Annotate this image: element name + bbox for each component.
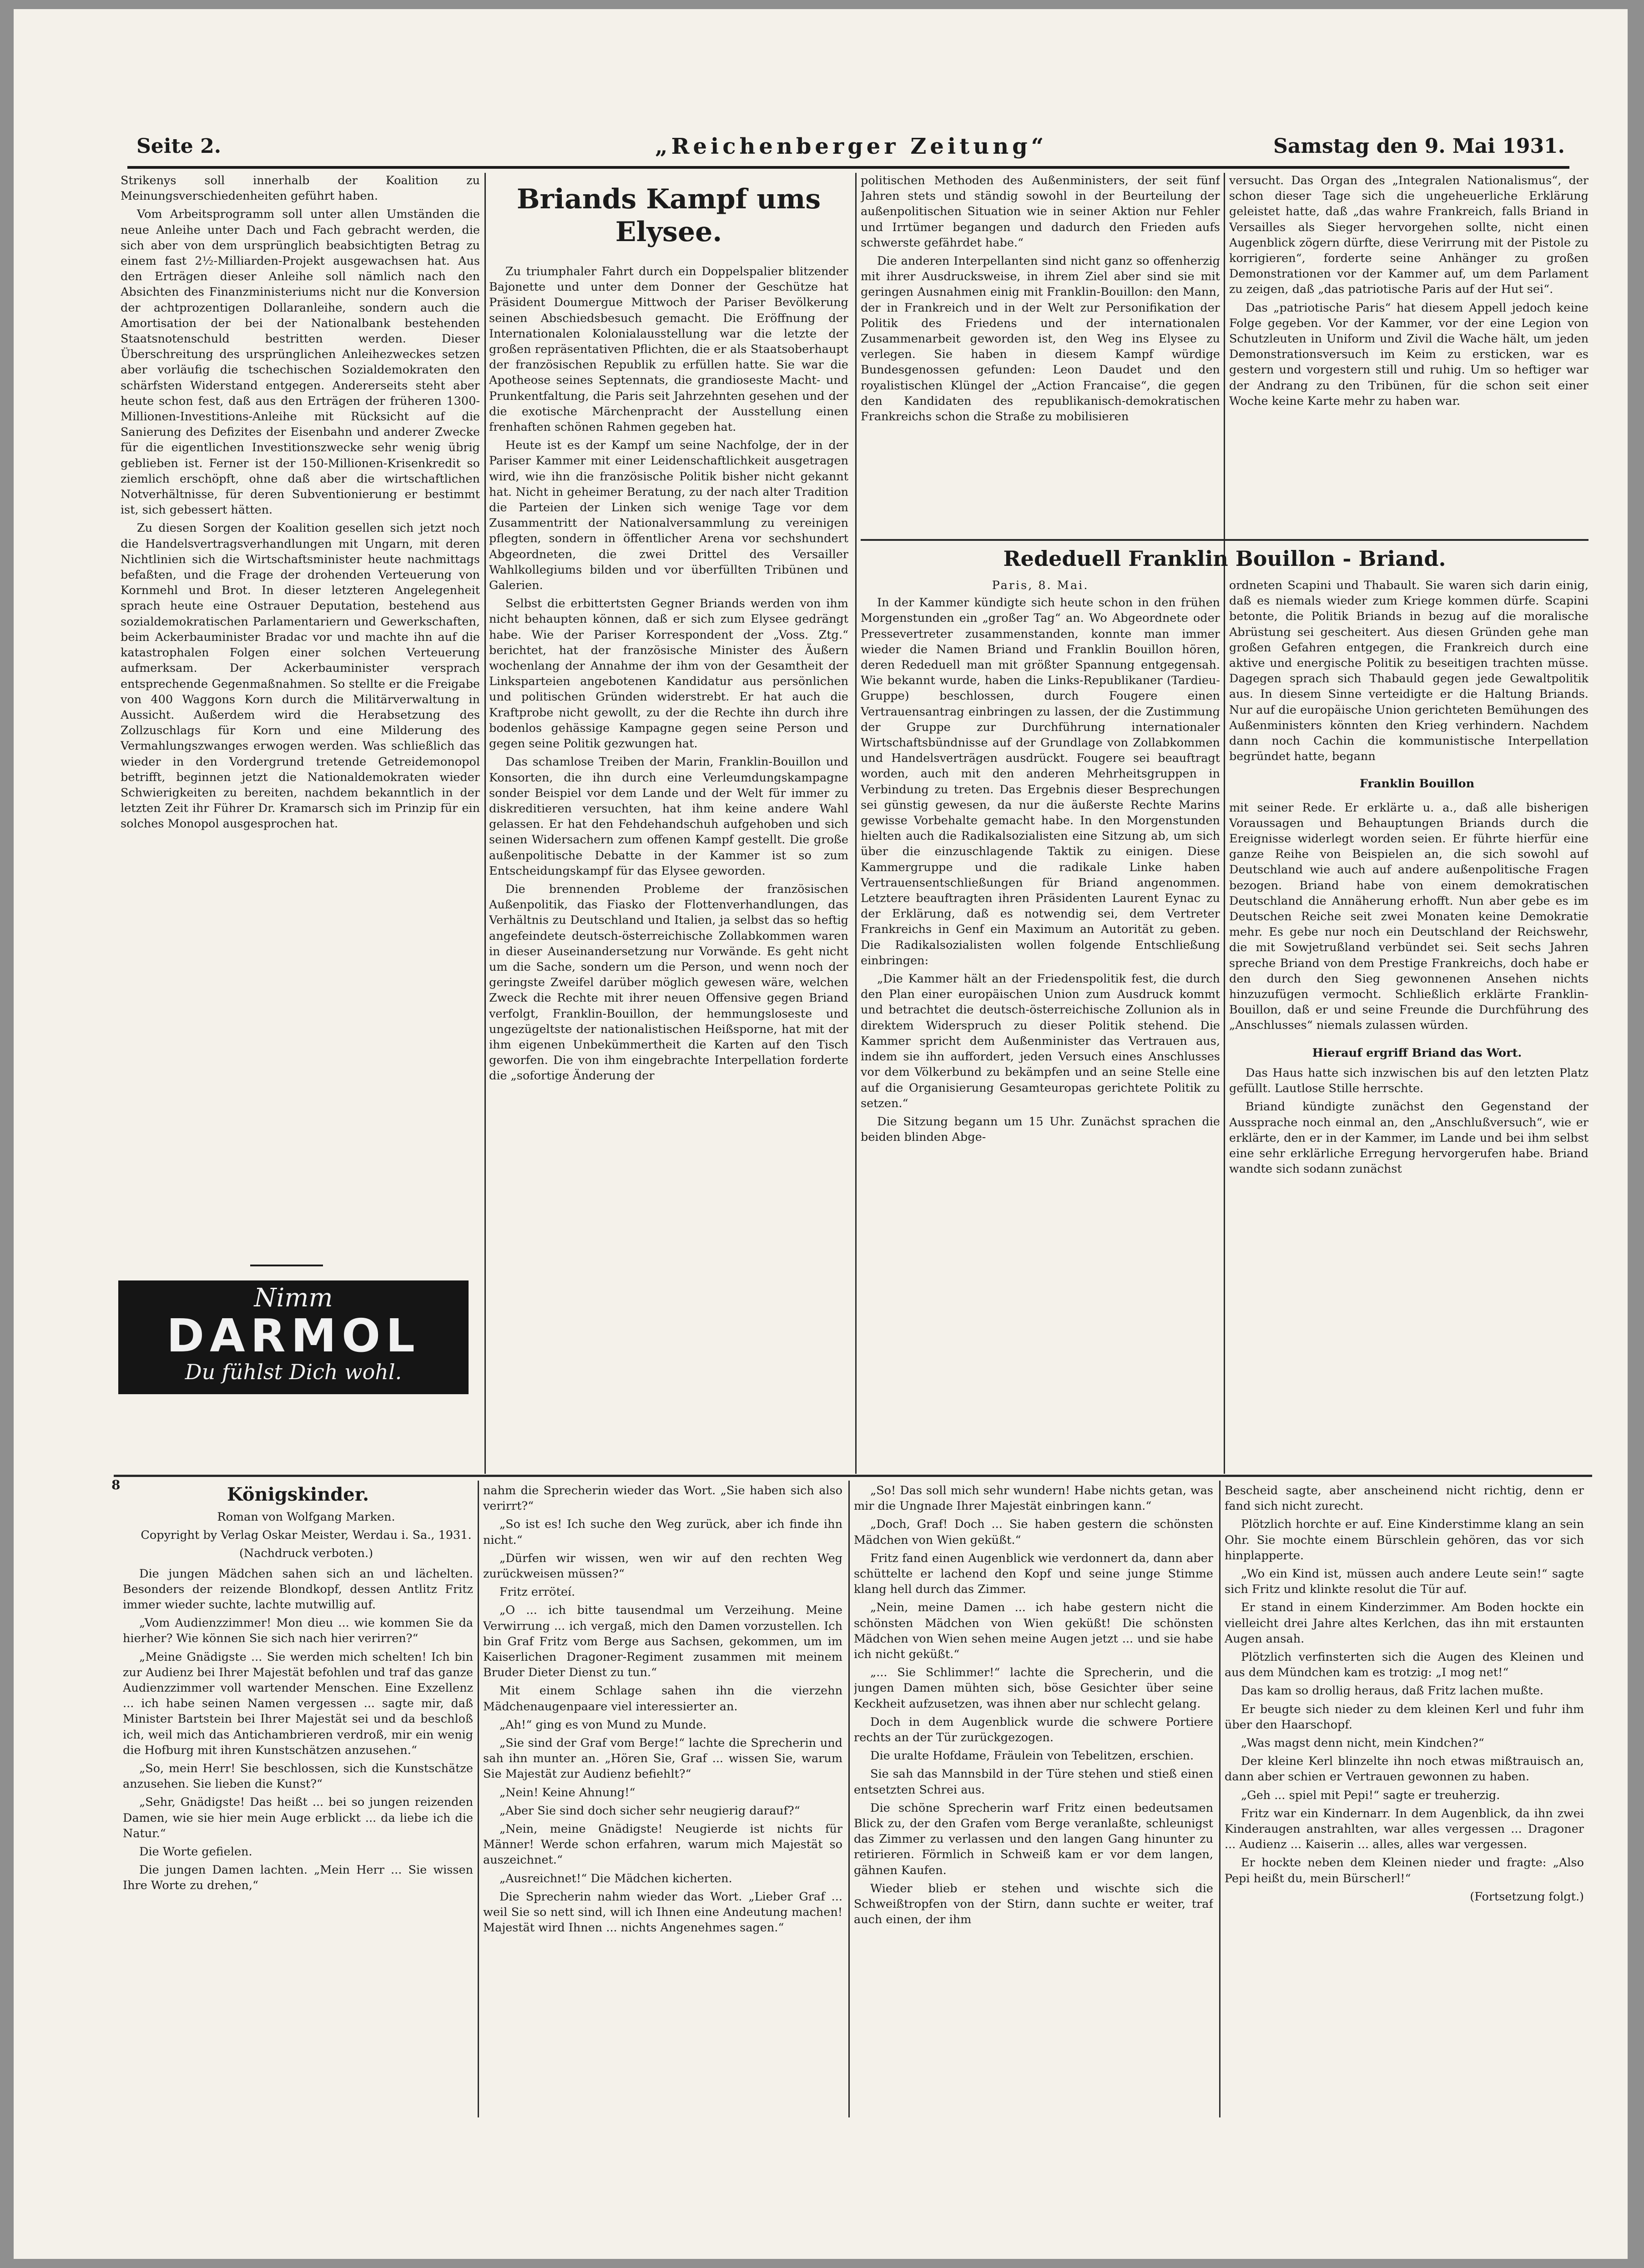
- article-paragraph: Vom Arbeitsprogramm soll unter allen Umständen die neue Anleihe unter Dach und Fach gebracht werden, die sich aber von dem ursprünglich beabsichtigten Betrag zu einem fast 2½-Milliarden-Projekt ausgewachsen hat. Aus den Erträgen dieser Anleihe soll nämlich nach den Absichten des Finanzministeriums nicht nur die Konversion der achtprozentigen Dollaranleihe, sondern auch die Amortisation der bei der Nationalbank bestehenden Staatsnotenschuld bestritten werden. Dieser Überschreitung des ursprünglichen Anleihezweckes setzen aber vorläufig die tschechischen Sozialdemokraten den schärfsten Widerstand entgegen. Andererseits steht aber heute schon fest, daß aus den Erträgen der früheren 1300-Millionen-Investitions-Anleihe mit Rücksicht auf die Sanierung des Defizites der Eisenbahn und anderer Zwecke für die eigentlichen Investitionszwecke sehr wenig übrig geblieben ist. Ferner ist der 150-Millionen-Krisenkredit so ziemlich erschöpft, ohne daß aber die wirtschaftlichen Notverhältnisse, für deren Subventionierung er bestimmt ist, sich gebessert hätten.: [121, 207, 480, 517]
- reprint-note: (Nachdruck verboten.): [239, 1547, 373, 1561]
- page-number: Seite 2.: [136, 135, 222, 158]
- dateline: Paris, 8. Mai.: [992, 579, 1089, 592]
- article-paragraph: ordneten Scapini und Thabault. Sie waren sich darin einig, daß es niemals wieder zum Kriege kommen dürfe. Scapini betonte, die Politik Briands in bezug auf die moralische Abrüstung sei gescheitert. Aus diesen Gründen gehe man großen Gefahren entgegen, die Frankreich durch eine aktive und energische Politik zu beseitigen trachten müsse. Dagegen sprach sich Thabauld gegen jede Gewaltpolitik aus. In diesem Sinne verteidigte er die Haltung Briands. Nur auf die europäische Union gerichteten Bemühungen des Außenministers könnten den Krieg verhindern. Nachdem dann noch Cachin die kommunistische Interpellation begründet hatte, begann: [1229, 579, 1589, 764]
- novel-paragraph: „Was magst denn nicht, mein Kindchen?“: [1241, 1736, 1484, 1750]
- column-politics: [121, 173, 480, 1265]
- novel-paragraph: Er beugte sich nieder zu dem kleinen Kerl und fuhr ihm über den Haarschopf.: [1225, 1702, 1584, 1732]
- subheading: Franklin Bouillon: [1359, 777, 1475, 791]
- novel-paragraph: „Sehr, Gnädigste! Das heißt ... bei so jungen reizenden Damen, wie sie hier mein Auge erblickt ... da liebe ich die Natur.“: [123, 1795, 473, 1840]
- section-rule: [861, 539, 1589, 541]
- article-paragraph: Das „patriotische Paris“ hat diesem Appell jedoch keine Folge gegeben. Vor der Kammer, vor der eine Legion von Schutzleuten in Uniform und Zivil die Wache hält, um jeden Demonstrationsversuch im Keim zu ersticken, war es gestern und vorgestern still und ruhig. Um so heftiger war der Andrang zu den Tribünen, für die schon seit einer Woche keine Karte mehr zu haben war.: [1229, 301, 1589, 408]
- column-briand-continued: [861, 173, 1220, 532]
- column-divider: [1224, 173, 1225, 1474]
- ad-slogan-bottom: Du fühlst Dich wohl.: [185, 1360, 402, 1384]
- novel-paragraph: „So, mein Herr! Sie beschlossen, sich die Kunstschätze anzusehen. Sie lieben die Kunst?“: [123, 1762, 473, 1791]
- novel-paragraph: nahm die Sprecherin wieder das Wort. „Sie haben sich also verirrt?“: [483, 1484, 842, 1513]
- novel-paragraph: „Doch, Graf! Doch ... Sie haben gestern die schönsten Mädchen von Wien geküßt.“: [854, 1517, 1213, 1547]
- copyright-notice: Copyright by Verlag Oskar Meister, Werdau i. Sa., 1931.: [141, 1528, 472, 1542]
- novel-paragraph: Die uralte Hofdame, Fräulein von Tebelitzen, erschien.: [870, 1749, 1194, 1763]
- novel-paragraph: „Geh ... spiel mit Pepi!“ sagte er treuherzig.: [1241, 1788, 1500, 1802]
- novel-paragraph: „Ausreichnet!“ Die Mädchen kicherten.: [499, 1871, 732, 1885]
- novel-paragraph: „So! Das soll mich sehr wundern! Habe nichts getan, was mir die Ungnade Ihrer Majestät einbringen kann.“: [854, 1484, 1213, 1513]
- column-divider: [1219, 1481, 1220, 2117]
- continuation-note: (Fortsetzung folgt.): [1470, 1890, 1584, 1904]
- feuilleton-rule: [114, 1475, 1592, 1477]
- article-paragraph: Das Haus hatte sich inzwischen bis auf den letzten Platz gefüllt. Lautlose Stille herrschte.: [1229, 1066, 1589, 1096]
- feuilleton-column-2: [483, 1483, 842, 2111]
- novel-paragraph: Die schöne Sprecherin warf Fritz einen bedeutsamen Blick zu, der den Grafen vom Berge veranlaßte, schleunigst das Zimmer zu verlassen und den langen Gang hinunter zu retirieren. Förmlich in Schweiß kam er vor dem langen, gähnen Kaufen.: [854, 1801, 1213, 1877]
- article-paragraph: „Die Kammer hält an der Friedenspolitik fest, die durch den Plan einer europäischen Union zum Ausdruck kommt und betrachtet die deutsch-österreichische Zollunion als in direktem Widerspruch zu dieser Politik stehend. Die Kammer spricht dem Außenminister das Vertrauen aus, indem sie ihn auffordert, jeden Versuch eines Anschlusses vor dem Völkerbund zu bekämpfen und an seine Stelle eine auf die Organisierung Gesamteuropas gerichtete Politik zu setzen.“: [861, 972, 1220, 1110]
- novel-paragraph: „Vom Audienzzimmer! Mon dieu ... wie kommen Sie da hierher? Wie können Sie sich nach hier verirren?“: [123, 1616, 473, 1646]
- novel-paragraph: Fritz fand einen Augenblick wie verdonnert da, dann aber schüttelte er lachend den Kopf und seine junge Stimme klang hell durch das Zimmer.: [854, 1551, 1213, 1597]
- subheading: Hierauf ergriff Briand das Wort.: [1312, 1046, 1522, 1060]
- novel-paragraph: „Nein, meine Gnädigste! Neugierde ist nichts für Männer! Werde schon erfahren, warum mich Majestät so auszeichnet.“: [483, 1822, 842, 1867]
- issue-date: Samstag den 9. Mai 1931.: [1273, 135, 1565, 158]
- column-briand-article: [489, 173, 848, 1474]
- novel-paragraph: „O ... ich bitte tausendmal um Verzeihung. Meine Verwirrung ... ich vergaß, mich den Damen vorzustellen. Ich bin Graf Fritz vom Berge aus Sachsen, gekommen, um im Kaiserlichen Dragoner-Regiment zusammen mit meinem Bruder Dieter Dienst zu tun.“: [483, 1603, 842, 1680]
- novel-paragraph: „Sie sind der Graf vom Berge!“ lachte die Sprecherin und sah ihn munter an. „Hören Sie, Graf ... wissen Sie, warum Sie Majestät zur Audienz befiehlt?“: [483, 1736, 842, 1781]
- novel-paragraph: Fritz war ein Kindernarr. In dem Augenblick, da ihn zwei Kinderaugen anstrahlten, war alles vergessen ... Dragoner ... Audienz ... Kaiserin ... alles, alles war vergessen.: [1225, 1806, 1584, 1852]
- article-paragraph: versucht. Das Organ des „Integralen Nationalismus“, der schon dieser Tage sich die ungeheuerliche Erklärung geleistet hatte, daß „das wahre Frankreich, falls Briand in Versailles als Sieger hervorgehen sollte, nicht einen Augenblick zögern dürfte, diese Verirrung mit der Pistole zu korrigieren“, forderte seine Anhänger zu großen Demonstrationen vor der Kammer auf, um dem Parlament zu zeigen, daß „das patriotische Paris auf der Hut sei“.: [1229, 174, 1589, 297]
- article-paragraph: Briand kündigte zunächst den Gegenstand der Aussprache noch einmal an, den „Anschlußversuch“, wie er erklärte, den er in der Kammer, im Lande und bei ihm selbst eine sehr erklärliche Erregung hervorgerufen habe. Briand wandte sich sodann zunächst: [1229, 1100, 1589, 1176]
- novel-paragraph: Bescheid sagte, aber anscheinend nicht richtig, denn er fand sich nicht zurecht.: [1225, 1484, 1584, 1513]
- novel-paragraph: „Wo ein Kind ist, müssen auch andere Leute sein!“ sagte sich Fritz und klinkte resolut die Tür auf.: [1225, 1567, 1584, 1597]
- page-header: [136, 131, 1565, 167]
- article-paragraph: Heute ist es der Kampf um seine Nachfolge, der in der Pariser Kammer mit einer Leidenschaftlichkeit ausgetragen wird, wie ihn die französische Politik bisher nicht gekannt hat. Nicht in geheimer Beratung, zu der nach alter Tradition die Parteien der Linken sich wenige Tage vor dem Zusammentritt der Nationalversammlung zu vereinigen pflegten, sondern in öffentlicher Arena vor sechshundert Abgeordneten, die zwei Drittel des Versailler Wahlkollegiums bilden und vor überfüllten Tribünen und Galerien.: [489, 438, 848, 593]
- novel-paragraph: Doch in dem Augenblick wurde die schwere Portiere rechts an der Tür zurückgezogen.: [854, 1715, 1213, 1745]
- column-divider: [478, 1481, 479, 2117]
- article-paragraph: Strikenys soll innerhalb der Koalition zu Meinungsverschiedenheiten geführt haben.: [121, 174, 480, 203]
- ad-slogan-top: Nimm: [254, 1283, 333, 1313]
- novel-paragraph: Mit einem Schlage sahen ihn die vierzehn Mädchenaugenpaare viel interessierter an.: [483, 1684, 842, 1714]
- feuilleton-column-4: [1225, 1483, 1584, 2111]
- novel-paragraph: Die jungen Damen lachten. „Mein Herr ... Sie wissen Ihre Worte zu drehen,“: [123, 1863, 473, 1893]
- novel-paragraph: Der kleine Kerl blinzelte ihn noch etwas mißtrauisch an, dann aber schien er Vertrauen gewonnen zu haben.: [1225, 1754, 1584, 1784]
- novel-paragraph: „Ah!“ ging es von Mund zu Munde.: [499, 1718, 707, 1732]
- novel-paragraph: „Meine Gnädigste ... Sie werden mich schelten! Ich bin zur Audienz bei Ihrer Majestät befohlen und traf das ganze Audienzzimmer voll wartender Menschen. Eine Exzellenz ... ich habe seinen Namen vergessen ... sagte mir, daß Minister Bartstein bei Ihrer Majestät sei und da beschloß ich, weil mich das Antichambrieren verdroß, mir ein wenig die Hofburg mit ihren Kunstschätzen anzusehen.“: [123, 1650, 473, 1757]
- column-divider: [848, 1481, 850, 2117]
- darmol-advertisement: [118, 1280, 469, 1394]
- feuilleton-column-3: [854, 1483, 1213, 2111]
- article-paragraph: Zu diesen Sorgen der Koalition gesellen sich jetzt noch die Handelsvertragsverhandlungen mit Ungarn, mit deren Nichtlinien sich die Wirtschaftsminister heute nachmittags befaßten, und die Frage der drohenden Verteuerung von Kornmehl und Brot. In dieser letzteren Angelegenheit sprach heute eine Ostrauer Deputation, bestehend aus sozialdemokratischen Parlamentariern und Gewerkschaften, beim Ackerbauminister Bradac vor und machte ihn auf die katastrophalen Folgen einer solchen Verteuerung aufmerksam. Der Ackerbauminister versprach entsprechende Gegenmaßnahmen. So stellte er die Freigabe von 400 Waggons Korn durch die Militärverwaltung in Aussicht. Außerdem wird die Herabsetzung des Zollzuschlags für Korn und eine Milderung des Vermahlungszwanges erwogen werden. Was schließlich das wieder in den Vordergrund tretende Getreidemonopol betrifft, beginnen jetzt die Nationaldemokraten wieder Schwierigkeiten zu bereiten, nachdem bekanntlich in der letzten Zeit ihr Führer Dr. Kramarsch sich im Prinzip für ein solches Monopol ausgesprochen hat.: [121, 521, 480, 831]
- novel-paragraph: Er hockte neben dem Kleinen nieder und fragte: „Also Pepi heißt du, mein Bürscherl!“: [1225, 1856, 1584, 1885]
- novel-paragraph: „... Sie Schlimmer!“ lachte die Sprecherin, und die jungen Damen mühten sich, böse Gesichter über seine Keckheit aufzusetzen, was ihnen aber nur schlecht gelang.: [854, 1666, 1213, 1711]
- novel-paragraph: „So ist es! Ich suche den Weg zurück, aber ich finde ihn nicht.“: [483, 1517, 842, 1547]
- article-headline: Briands Kampf ums Elysee.: [516, 183, 821, 248]
- novel-paragraph: Sie sah das Mannsbild in der Türe stehen und stieß einen entsetzten Schrei aus.: [854, 1767, 1213, 1797]
- article-paragraph: politischen Methoden des Außenministers, der seit fünf Jahren stets und ständig sowohl in der Beurteilung der außenpolitischen Situation wie in seiner Aktion nur Fehler und Irrtümer begangen und dadurch den Frieden aufs schwerste gefährdet habe.“: [861, 174, 1220, 250]
- feuilleton-column-1: [123, 1483, 473, 2111]
- article-paragraph: Die Sitzung begann um 15 Uhr. Zunächst sprachen die beiden blinden Abge-: [861, 1114, 1220, 1144]
- article-paragraph: mit seiner Rede. Er erklärte u. a., daß alle bisherigen Voraussagen und Behauptungen Briands durch die Ereignisse widerlegt worden seien. Er führte hierfür eine ganze Reihe von Beispielen an, die sich sowohl auf Deutschland wie auch auf andere außenpolitische Fragen bezogen. Briand habe von einem demokratischen Deutschland die Annäherung erhofft. Nun aber gebe es im Deutschen Reiche seit zwei Monaten keine Demokratie mehr. Es gebe nur noch ein Deutschland der Reichswehr, die mit Sowjetrußland verbündet sei. Seit sechs Jahren spreche Briand von dem Prestige Frankreichs, doch habe er den durch den Sieg gewonnenen Ansehen nichts hinzuzufügen vermocht. Schließlich erklärte Franklin-Bouillon, daß er und seine Freunde die Durchführung des „Anschlusses“ niemals zulassen würden.: [1229, 801, 1589, 1033]
- novel-paragraph: Das kam so drollig heraus, daß Fritz lachen mußte.: [1241, 1684, 1543, 1698]
- novel-paragraph: „Dürfen wir wissen, wen wir auf den rechten Weg zurückweisen müssen?“: [483, 1551, 842, 1581]
- novel-paragraph: Plötzlich verfinsterten sich die Augen des Kleinen und aus dem Mündchen kam es trotzig: „I mog net!“: [1225, 1650, 1584, 1680]
- novel-paragraph: Fritz erröteí.: [499, 1585, 575, 1599]
- novel-paragraph: Die Worte gefielen.: [139, 1845, 252, 1859]
- masthead: „Reichenberger Zeitung“: [655, 134, 1048, 159]
- novel-paragraph: „Aber Sie sind doch sicher sehr neugierig darauf?“: [499, 1804, 800, 1818]
- article-paragraph: Die brennenden Probleme der französischen Außenpolitik, das Fiasko der Flottenverhandlungen, das Verhältnis zu Deutschland und Italien, ja selbst das so heftig angefeindete deutsch-österreichische Zollabkommen waren in dieser Auseinandersetzung nur Vorwände. Es geht nicht um die Sache, sondern um die Person, und wenn noch der geringste Zweifel darüber möglich gewesen wäre, welchen Zweck die Rechte mit ihrer neuen Offensive gegen Briand verfolgt, Franklin-Bouillon, der hemmungsloseste und ungezügeltste der nationalistischen Heißsporne, hat mit der ihm eigenen Unbekümmertheit die Karten auf den Tisch geworfen. Die von ihm eingebrachte Interpellation forderte die „sofortige Änderung der: [489, 882, 848, 1083]
- header-rule: [127, 166, 1569, 169]
- novel-paragraph: Die Sprecherin nahm wieder das Wort. „Lieber Graf ... weil Sie so nett sind, will ich Ihnen eine Andeutung machen! Majestät wird Ihnen ... nichts Angenehmes sagen.“: [483, 1890, 842, 1935]
- column-briand-continued-2: [1229, 173, 1589, 532]
- novel-byline: Roman von Wolfgang Marken.: [217, 1510, 395, 1524]
- article-paragraph: Das schamlose Treiben der Marin, Franklin-Bouillon und Konsorten, die ihn durch eine Verleumdungskampagne sonder Beispiel vor dem Lande und der Welt für immer zu diskreditieren versuchten, hat ihm keine andere Wahl gelassen. Er hat den Fehdehandschuh aufgehoben und sich seinen Widersachern zum offenen Kampf gestellt. Die große außenpolitische Debatte in der Kammer ist so zum Entscheidungskampf für das Elysee geworden.: [489, 755, 848, 878]
- article-paragraph: Selbst die erbittertsten Gegner Briands werden von ihm nicht behaupten können, daß er sich zum Elysee gedrängt habe. Wie der Pariser Korrespondent der „Voss. Ztg.“ berichtet, hat der französische Minister des Äußern wochenlang der Annahme der ihm von der Gesamtheit der Linksparteien angebotenen Kandidatur aus persönlichen und politischen Gründen widerstrebt. Er hat auch die Kraftprobe nicht gewollt, zu der die Rechte ihn durch ihre bodenlos gehässige Kampagne gegen seine Person und gegen seine Politik gezwungen hat.: [489, 597, 848, 751]
- novel-paragraph: „Nein, meine Damen ... ich habe gestern nicht die schönsten Mädchen von Wien geküßt! Die schönsten Mädchen von Wien sehen meine Augen jetzt ... und sie habe ich nicht geküßt.“: [854, 1601, 1213, 1662]
- article-paragraph: In der Kammer kündigte sich heute schon in den frühen Morgenstunden ein „großer Tag“ an. Wo Abgeordnete oder Pressevertreter zusammenstanden, konnte man immer wieder die Namen Briand und Franklin Bouillon hören, deren Rededuell man mit größter Spannung entgegensah. Wie bekannt wurde, haben die Links-Republikaner (Tardieu-Gruppe) beschlossen, durch Fougere einen Vertrauensantrag einbringen zu lassen, der die Zustimmung der Gruppe zur Durchführung internationaler Wirtschaftsbündnisse auf der Grundlage von Zollabkommen und Handelsverträgen ausdrückt. Fougere sei beauftragt worden, auch mit den anderen Mehrheitsgruppen in Verbindung zu treten. Das Ergebnis dieser Besprechungen sei günstig gewesen, da nur die äußerste Rechte Marins gewisse Vorbehalte gemacht habe. In den Morgenstunden hielten auch die Radikalsozialisten eine Sitzung ab, um sich über die einzuschlagende Taktik zu einigen. Diese Kammergruppe und die radikale Linke haben Vertrauensentschließungen für Briand angenommen. Letztere beauftragten ihren Präsidenten Laurent Eynac zu der Erklärung, daß es notwendig sei, dem Vertreter Frankreichs in Genf ein Maximum an Autorität zu geben. Die Radikalsozialisten wollen folgende Entschließung einbringen:: [861, 596, 1220, 968]
- novel-paragraph: Wieder blieb er stehen und wischte sich die Schweißtropfen von der Stirn, dann suchte er weiter, traf auch einen, der ihm: [854, 1881, 1213, 1927]
- column-divider: [855, 173, 857, 1474]
- article-paragraph: Die anderen Interpellanten sind nicht ganz so offenherzig mit ihrer Ausdrucksweise, in ihrem Ziel aber sind sie mit geringen Ausnahmen einig mit Franklin-Bouillon: den Mann, der in Frankreich und in der Welt zur Personifikation der Politik des Friedens und der internationalen Zusammenarbeit geworden ist, den Weg ins Elysee zu verlegen. Sie haben in diesem Kampf würdige Bundesgenossen gefunden: Leon Daudet und den royalistischen Klüngel der „Action Francaise“, die gegen den Kandidaten des republikanisch-demokratischen Frankreichs schon die Straße zu mobilisieren: [861, 254, 1220, 424]
- feuilleton-number: 8: [111, 1477, 121, 1492]
- ad-brand: DARMOL: [166, 1309, 420, 1362]
- article-paragraph: Zu triumphaler Fahrt durch ein Doppelspalier blitzender Bajonette und unter dem Donner der Geschütze hat Präsident Doumergue Mittwoch der Pariser Bevölkerung seinen Abschiedsbesuch gemacht. Die Eröffnung der Internationalen Kolonialausstellung war die letzte der großen repräsentativen Pflichten, die er als Staatsoberhaupt der französischen Republik zu erfüllen hatte. Sie war die Apotheose seines Septennats, die grandioseste Macht- und Prunkentfaltung, die Paris seit Jahrzehnten gesehen und der die exotische Märchenpracht der Ausstellung einen frenhaften schönen Rahmen gegeben hat.: [489, 265, 848, 434]
- newspaper-page: [14, 9, 1628, 2259]
- novel-paragraph: Die jungen Mädchen sahen sich an und lächelten. Besonders der reizende Blondkopf, dessen Antlitz Fritz immer wieder suchte, lachte mutwillig auf.: [123, 1567, 473, 1612]
- section-ornament: [250, 1265, 323, 1266]
- novel-title: Königskinder.: [227, 1484, 369, 1505]
- novel-paragraph: Plötzlich horchte er auf. Eine Kinderstimme klang an sein Ohr. Sie mochte einem Bürschlein gehören, das vor sich hinplapperte.: [1225, 1517, 1584, 1562]
- column-divider: [484, 173, 486, 1474]
- novel-paragraph: „Nein! Keine Ahnung!“: [499, 1785, 635, 1799]
- rededuell-right-column: [1229, 578, 1589, 1474]
- novel-paragraph: Er stand in einem Kinderzimmer. Am Boden hockte ein vielleicht drei Jahre altes Kerlchen, das ihn mit erstaunten Augen ansah.: [1225, 1601, 1584, 1646]
- rededuell-headline: Rededuell Franklin Bouillon - Briand.: [1003, 546, 1446, 571]
- rededuell-left-column: [861, 578, 1220, 1474]
